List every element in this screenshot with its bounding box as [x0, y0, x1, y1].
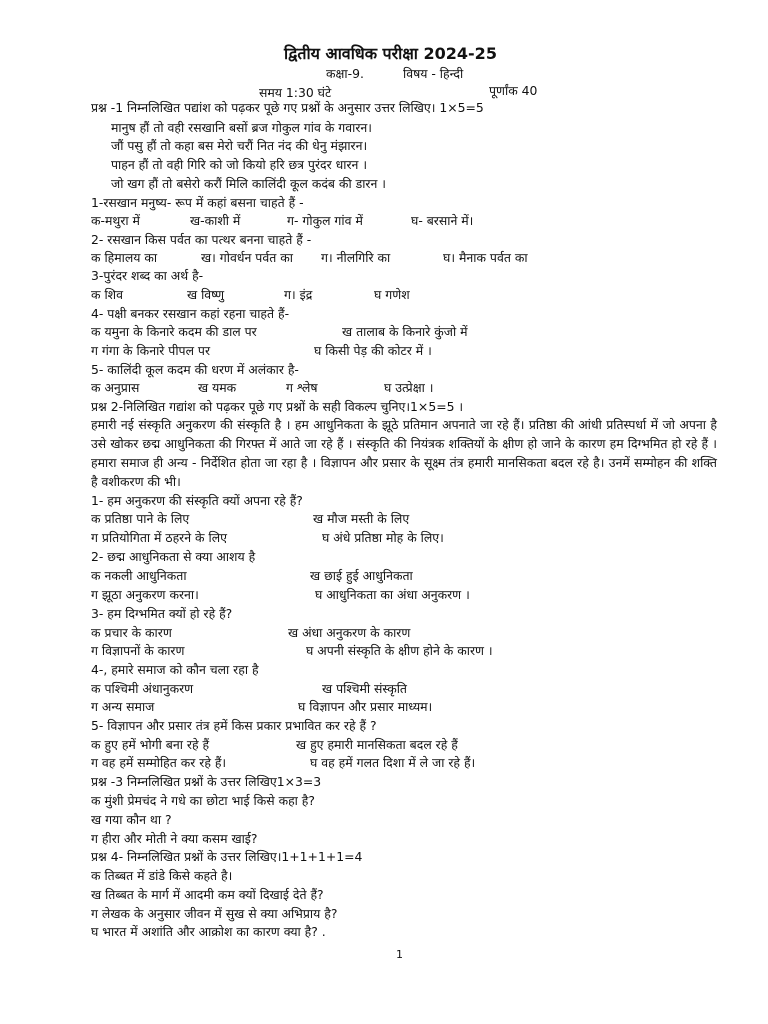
question: 2- रसखान किस पर्वत का पत्थर बनना चाहते हैं -: [91, 232, 312, 247]
option: घ वह हमें गलत दिशा में ले जा रहे हैं।: [310, 755, 476, 770]
question: 4- पक्षी बनकर रसखान कहां रहना चाहते हैं-: [91, 306, 290, 321]
option: क पश्चिमी अंधानुकरण: [91, 681, 194, 696]
question: 4-, हमारे समाज को कौन चला रहा है: [91, 662, 259, 677]
verse-line: जो खग हौं तो बसेरो करौं मिलि कालिंदी कूल कदंब की डारन ।: [111, 176, 387, 191]
option: ख। गोवर्धन पर्वत का: [201, 250, 293, 265]
question: 5- कालिंदी कूल कदम की धरण में अलंकार है-: [91, 362, 299, 377]
option: क-मथुरा में: [91, 213, 140, 228]
option: ख तालाब के किनारे कुंजो में: [342, 324, 468, 339]
option: ग श्लेष: [286, 380, 318, 395]
section1-instruction: प्रश्न -1 निम्नलिखित पद्यांश को पढ़कर पूछे गए प्रश्नों के अनुसार उत्तर लिखिए। 1×5=5: [91, 100, 484, 115]
question: 2- छद्म आधुनिकता से क्या आशय है: [91, 549, 256, 564]
time-label: समय 1:30 घंटे: [259, 85, 332, 100]
section2-instruction: प्रश्न 2-निलिखित गद्यांश को पढ़कर पूछे गए प्रश्नों के सही विकल्प चुनिए।1×5=5 ।: [91, 399, 464, 414]
option: ख छाई हुई आधुनिकता: [310, 568, 413, 583]
question: 1- हम अनुकरण की संस्कृति क्यों अपना रहे हैं?: [91, 493, 303, 508]
option: घ विज्ञापन और प्रसार माध्यम।: [298, 699, 433, 714]
option: क हिमालय का: [91, 250, 158, 265]
option: क हुए हमें भोगी बना रहे हैं: [91, 737, 210, 752]
option: ग। इंद्र: [284, 287, 313, 302]
page-number: 1: [396, 948, 403, 961]
option: क प्रतिष्ठा पाने के लिए: [91, 511, 190, 526]
class-label: कक्षा-9.: [326, 66, 364, 81]
section3-instruction: प्रश्न -3 निम्नलिखित प्रश्नों के उत्तर लिखिए1×3=3: [91, 774, 322, 789]
option: ख मौज मस्ती के लिए: [313, 511, 410, 526]
option: ख अंधा अनुकरण के कारण: [288, 625, 411, 640]
option: घ अपनी संस्कृति के क्षीण होने के कारण ।: [306, 643, 493, 658]
question: क तिब्बत में डांडे किसे कहते है।: [91, 868, 233, 883]
option: घ अंधे प्रतिष्ठा मोह के लिए।: [322, 530, 444, 545]
option: क अनुप्रास: [91, 380, 140, 395]
option: घ किसी पेड़ की कोटर में ।: [314, 343, 432, 358]
question: 3- हम दिग्भमित क्यों हो रहे हैं?: [91, 606, 233, 621]
option: ख यमक: [198, 380, 237, 395]
exam-title: द्वितीय आवधिक परीक्षा 2024-25: [284, 44, 497, 63]
option: घ। मैनाक पर्वत का: [443, 250, 528, 265]
option: क प्रचार के कारण: [91, 625, 172, 640]
option: घ- बरसाने में।: [411, 213, 474, 228]
marks-label: पूर्णांक 40: [489, 83, 538, 98]
question: ख तिब्बत के मार्ग में आदमी कम क्यों दिखाई देते हैं?: [91, 887, 324, 902]
option: ग विज्ञापनों के कारण: [91, 643, 185, 658]
question: 5- विज्ञापन और प्रसार तंत्र हमें किस प्रकार प्रभावित कर रहे हैं ?: [91, 718, 377, 733]
option: ग गंगा के किनारे पीपल पर: [91, 343, 211, 358]
question: 1-रसखान मनुष्य- रूप में कहां बसना चाहते हैं -: [91, 195, 304, 210]
option: ग वह हमें सम्मोहित कर रहे हैं।: [91, 755, 227, 770]
verse-line: मानुष हौं तो वही रसखानि बसों ब्रज गोकुल गांव के गवारन।: [111, 120, 372, 135]
question: ग हीरा और मोती ने क्या कसम खाई?: [91, 831, 258, 846]
option: घ उत्प्रेक्षा ।: [384, 380, 434, 395]
option: घ गणेश: [374, 287, 410, 302]
option: ख विष्णु: [187, 287, 225, 302]
verse-line: जौं पसु हौं तो कहा बस मेरो चरौं नित नंद की धेनु मंझारन।: [111, 138, 368, 153]
option: ग- गोकुल गांव में: [287, 213, 363, 228]
option: ग झूठा अनुकरण करना।: [91, 587, 199, 602]
option: घ आधुनिकता का अंधा अनुकरण ।: [315, 587, 470, 602]
question: ख गया कौन था ?: [91, 812, 172, 827]
section4-instruction: प्रश्न 4- निम्नलिखित प्रश्नों के उत्तर लिखिए।1+1+1+1=4: [91, 849, 363, 864]
option: ख हुए हमारी मानसिकता बदल रहे हैं: [296, 737, 458, 752]
question: क मुंशी प्रेमचंद ने गधे का छोटा भाई किसे कहा है?: [91, 793, 315, 808]
prose-passage: हमारी नई संस्कृति अनुकरण की संस्कृति है । हम आधुनिकता के झूठे प्रतिमान अपनाते जा रहे हैं। प्रतिष्ठा की आंधी प्रतिस्पर्धा में जो अपना है उसे खोकर छद्म आधुनिकता की गिरफ्त में आते जा रहे हैं । संस्कृति की नियंत्रक शक्तियों के क्षीण हो जाने के कारण हम दिग्भमित हो रहे हैं । हमारा समाज ही अन्य - निर्देशित होता जा रहा है । विज्ञापन और प्रसार के सूक्ष्म तंत्र हमारी मानसिकता बदल रहे है। उनमें सम्मोहन की शक्ति है वशीकरण की भी।: [91, 417, 717, 489]
verse-line: पाहन हौं तो वही गिरि को जो कियो हरि छत्र पुरंदर धारन ।: [111, 157, 368, 172]
option: ग अन्य समाज: [91, 699, 155, 714]
option: ख पश्चिमी संस्कृति: [322, 681, 407, 696]
option: क शिव: [91, 287, 123, 302]
question: 3-पुरंदर शब्द का अर्थ है-: [91, 268, 204, 283]
option: क यमुना के किनारे कदम की डाल पर: [91, 324, 257, 339]
subject-label: विषय - हिन्दी: [403, 66, 464, 81]
question: घ भारत में अशांति और आक्रोश का कारण क्या है? .: [91, 924, 326, 939]
question: ग लेखक के अनुसार जीवन में सुख से क्या अभिप्राय है?: [91, 906, 338, 921]
option: ग प्रतियोगिता में ठहरने के लिए: [91, 530, 227, 545]
option: ग। नीलगिरि का: [321, 250, 391, 265]
option: ख-काशी में: [190, 213, 241, 228]
option: क नकली आधुनिकता: [91, 568, 187, 583]
